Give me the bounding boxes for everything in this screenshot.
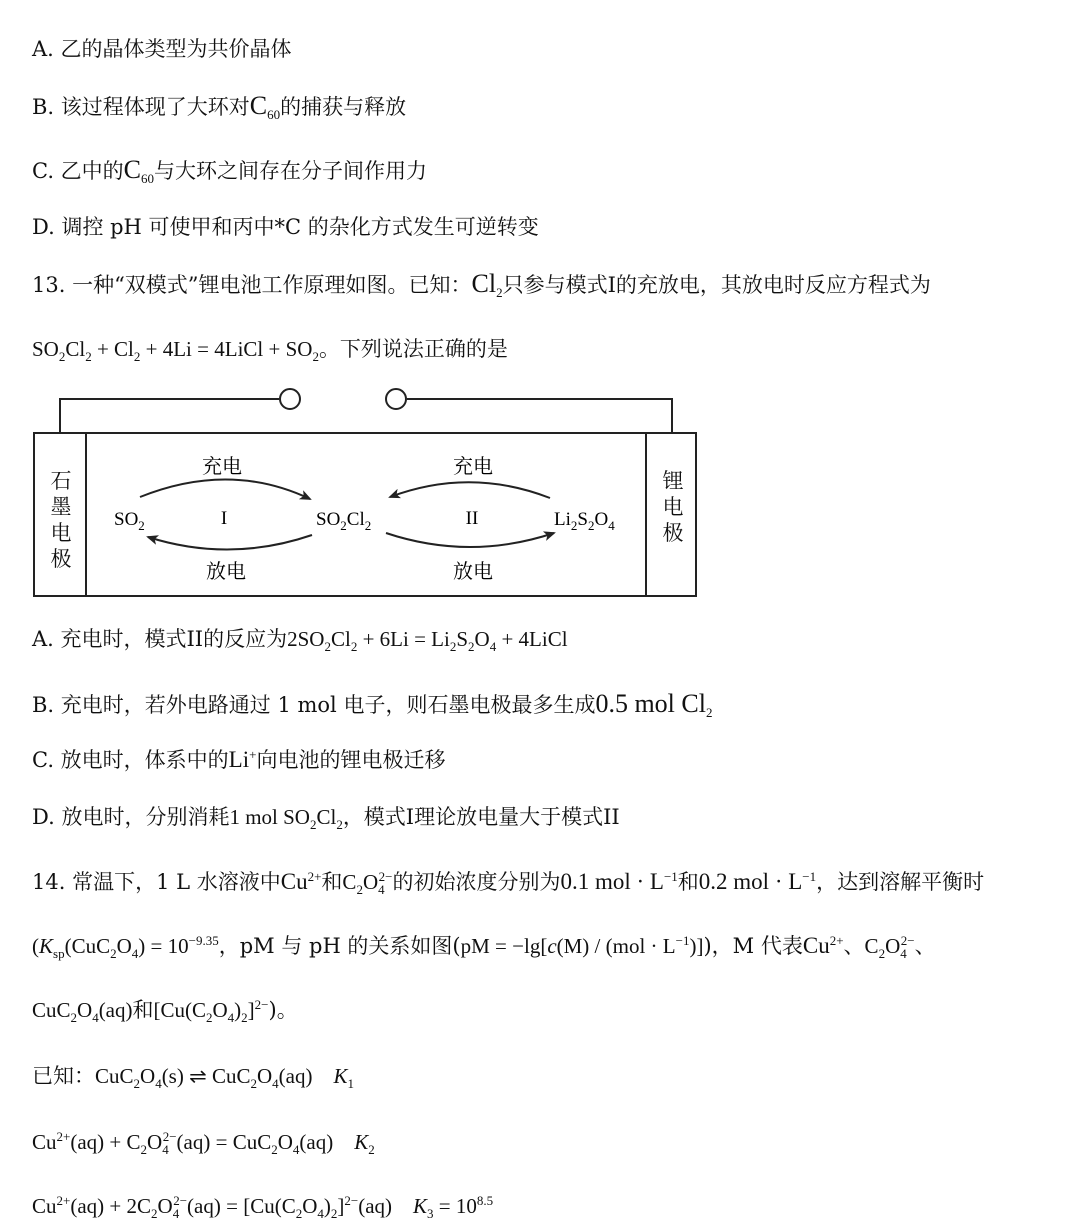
q12-option-b-text: B. 该过程体现了大环对	[32, 95, 250, 119]
q13-equation: $SO_2Cl_2 + Cl_2 + 4Li$ = 4LiCl + $SO_2$。下列说法正确的是	[32, 337, 508, 365]
discharge-label-mode2: 放电	[453, 559, 493, 583]
lithium-electrode-label	[663, 469, 684, 545]
q14-ksp-text: ，pM 与 pH 的关系如图(	[218, 934, 461, 958]
svg-text:电: 电	[662, 495, 684, 519]
q14-stem-text: 14. 常温下，1 L 水溶液中	[32, 870, 281, 894]
q13-option-c: C. 放电时，体系中的Li+向电池的锂电极迁移	[32, 747, 446, 772]
external-circuit	[60, 389, 672, 433]
svg-text:石: 石	[50, 469, 72, 493]
species-so2cl2: $SO_2Cl_2$	[316, 509, 372, 533]
mode2-label: II	[465, 508, 479, 529]
q13-option-c-text: C. 放电时，体系中的	[32, 748, 229, 772]
cl2-subscript: 2	[496, 285, 503, 301]
q13-option-d-text: D. 放电时，分别消耗	[32, 805, 230, 829]
svg-text:墨: 墨	[50, 495, 72, 519]
q14-known-eq1: 已知：$CuC_2O_4(s)$ ⇌ $CuC_2O_4(aq)$ $K_1$	[32, 1064, 354, 1092]
q13-option-d: D. 放电时，分别消耗1 mol $SO_2Cl_2$，模式I理论放电量大于模式II	[32, 805, 620, 833]
species-so2: $SO_2$	[114, 509, 145, 533]
arrow-discharge-mode2	[386, 533, 554, 547]
c60-subscript: 60	[141, 171, 155, 187]
svg-text:极: 极	[662, 521, 684, 545]
q13-option-b: B. 充电时，若外电路通过 1 mol 电子，则石墨电极最多生成0.5 mol $Cl_2$	[32, 689, 713, 721]
c60-subscript: 60	[267, 107, 281, 123]
q14-and: 和	[321, 870, 343, 894]
arrow-charge-mode2	[390, 482, 550, 498]
q13-option-a-text: A. 充电时，模式II的反应为	[32, 627, 288, 651]
q14-known-label: 已知：	[32, 1064, 95, 1088]
q13-stem-text: 13. 一种“双模式”锂电池工作原理如图。已知：	[32, 273, 472, 297]
q14-known-eq2: $Cu^{2+}(aq) + C_2O_4^{2-}(aq) = CuC_2O_4(aq)$ $K_2$	[32, 1129, 375, 1158]
svg-text:极: 极	[50, 547, 72, 571]
q12-option-c-text: C. 乙中的	[32, 159, 124, 183]
li-ion: Li	[228, 747, 250, 772]
q14-ksp-line: ($K_{sp}(CuC_2O_4) = 10^{-9.35}$，pM 与 pH 的关系如图$(pM = -\lg[c(M) / (mol \cdot L^{-1})])$，M 代表$Cu^{2+}$、$C_2O_4^{2-}$、	[32, 933, 936, 962]
q14-stem: 14. 常温下，1 L 水溶液中$Cu^{2+}$和$C_2O_4^{2-}$的初始浓度分别为0.1 mol · $L^{-1}$和0.2 mol · $L^{-1}$，达到溶解平衡时	[32, 869, 985, 898]
q14-conc-2: 0.2 mol · L	[698, 869, 803, 894]
q13-option-c-tail: 向电池的锂电极迁移	[256, 748, 446, 772]
q12-option-c	[32, 156, 427, 185]
q12-option-a: A. 乙的晶体类型为共价晶体	[32, 37, 292, 61]
arrow-charge-mode1	[140, 479, 310, 499]
q14-stem-tail: ，达到溶解平衡时	[816, 870, 985, 894]
q14-conc-1: 0.1 mol · L	[560, 869, 664, 894]
q14-initial-conc: 的初始浓度分别为	[392, 870, 561, 894]
q14-known-eq3: $Cu^{2+}(aq) + 2C_2O_4^{2-}(aq) = [Cu(C_2O_4)_2]^{2-}(aq)$ $K_3 = 10^{8.5}$	[32, 1193, 494, 1222]
q13-option-b-text: B. 充电时，若外电路通过 1 mol 电子，则石墨电极最多生成	[32, 693, 596, 717]
mode1-label: I	[220, 508, 228, 529]
q13-option-b-amount: 0.5 mol Cl	[595, 689, 706, 718]
q13-option-d-tail: ，模式I理论放电量大于模式II	[342, 805, 620, 829]
arrow-discharge-mode1	[148, 535, 312, 550]
species-li2s2o4: $Li_2S_2O_4$	[554, 509, 615, 533]
c60-symbol: C	[249, 91, 268, 120]
q12-option-b-tail: 的捕获与释放	[280, 95, 407, 119]
q13-stem-tail: 只参与模式I的充放电，其放电时反应方程式为	[502, 273, 931, 297]
q12-option-c-tail: 与大环之间存在分子间作用力	[154, 159, 428, 183]
q13-stem	[32, 270, 931, 299]
charge-label-mode2: 充电	[453, 454, 493, 478]
graphite-electrode-label	[51, 469, 72, 571]
q12-option-d: D. 调控 pH 可使甲和丙中*C 的杂化方式发生可逆转变	[32, 215, 539, 239]
c60-symbol: C	[123, 155, 142, 184]
charge-label-mode1: 充电	[202, 454, 242, 478]
q13-option-a: A. 充电时，模式II的反应为$2SO_2Cl_2 + 6Li = Li_2S_2O_4$ + 4LiCl	[32, 627, 568, 655]
cl2-formula: Cl	[471, 269, 497, 298]
svg-text:电: 电	[50, 521, 72, 545]
discharge-label-mode1: 放电	[206, 559, 246, 583]
q14-species-line: $CuC_2O_4(aq)$和$[Cu(C_2O_4)_2]^{2-}$)。	[32, 997, 298, 1026]
q14-m-text: ，M 代表	[711, 934, 803, 958]
svg-text:锂: 锂	[662, 469, 684, 493]
battery-diagram	[0, 385, 720, 610]
q13-option-d-amount: 1 mol SO	[229, 805, 310, 829]
q13-equation-tail: 。下列说法正确的是	[318, 337, 508, 361]
q12-option-b	[32, 92, 406, 121]
